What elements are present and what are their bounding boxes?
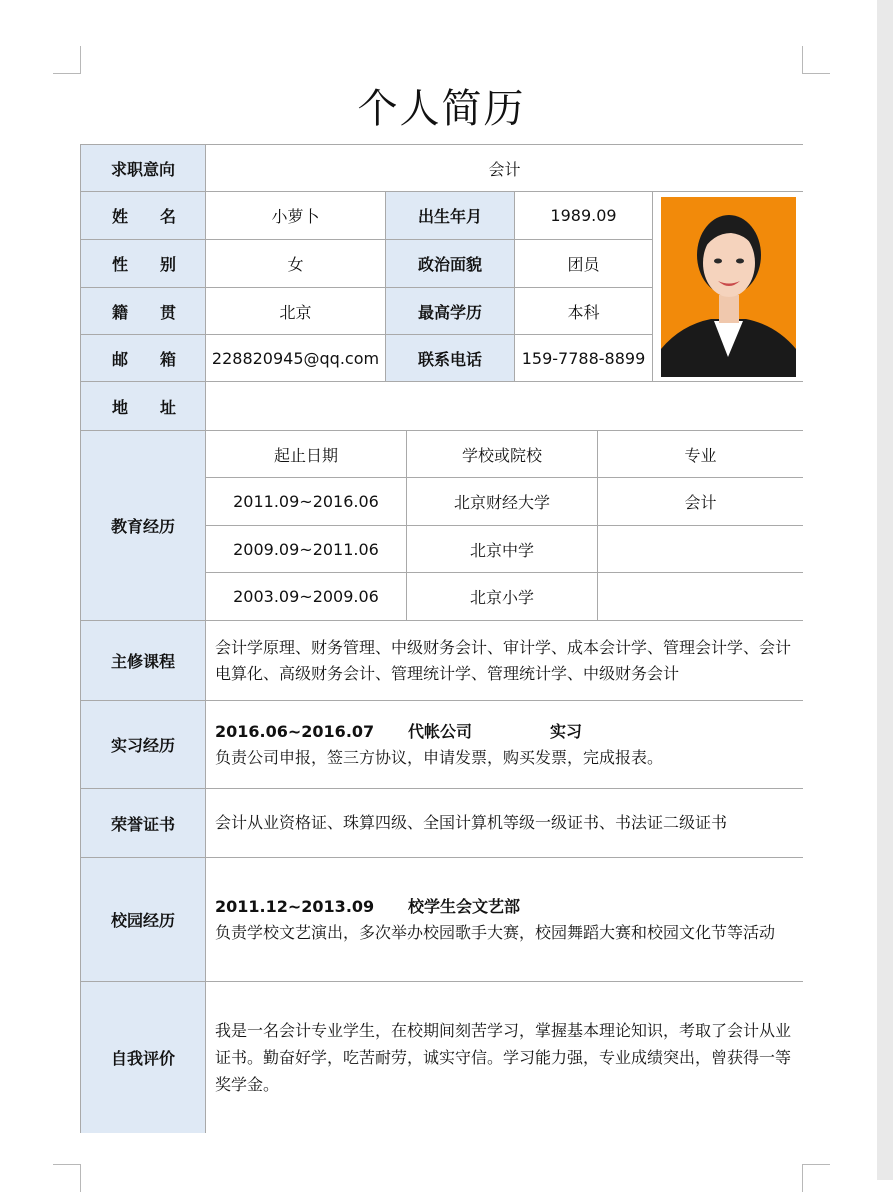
page-edge-shadow <box>877 0 893 1180</box>
crop-mark-top-right <box>802 46 830 74</box>
edu-row-1-school: 北京财经大学 <box>407 478 598 526</box>
self-eval-text: 我是一名会计专业学生，在校期间刻苦学习，掌握基本理论知识，考取了会计从业证书。勤奋好学，吃苦耐劳，诚实守信。学习能力强，专业成绩突出，曾获得一等奖学金。 <box>215 1021 792 1094</box>
internship-label: 实习经历 <box>81 701 206 789</box>
internship-company: 代帐公司 <box>408 721 473 741</box>
politics-value: 团员 <box>515 240 653 288</box>
internship-period: 2016.06~2016.07 <box>215 721 375 741</box>
education-label: 教育经历 <box>81 431 206 621</box>
edu-row-1-date: 2011.09~2016.06 <box>206 478 407 526</box>
honors-label: 荣誉证书 <box>81 789 206 858</box>
honors-text-cell <box>206 789 803 858</box>
edu-row-3-major <box>598 573 803 621</box>
edu-header-date: 起止日期 <box>206 431 407 478</box>
campus-period: 2011.12~2013.09 <box>215 896 375 916</box>
birth-label: 出生年月 <box>386 192 515 240</box>
degree-value: 本科 <box>515 288 653 335</box>
address-value <box>206 382 803 431</box>
name-label: 姓 名 <box>81 192 206 240</box>
crop-mark-top-left <box>53 46 81 74</box>
profile-photo <box>661 197 796 377</box>
campus-org: 校学生会文艺部 <box>408 896 521 916</box>
courses-text-cell <box>206 621 803 701</box>
internship-desc: 负责公司申报，签三方协议，申请发票，购买发票，完成报表。 <box>215 747 664 767</box>
self-eval-cell <box>206 982 803 1133</box>
internship-header <box>215 719 795 745</box>
campus-cell <box>206 858 803 982</box>
edu-header-major: 专业 <box>598 431 803 478</box>
resume-title: 个人简历 <box>357 86 526 132</box>
origin-value: 北京 <box>206 288 386 335</box>
phone-value: 159-7788-8899 <box>515 335 653 382</box>
resume-table <box>80 144 803 1133</box>
self-eval-label: 自我评价 <box>81 982 206 1133</box>
intent-label: 求职意向 <box>81 145 206 192</box>
internship-cell <box>206 701 803 789</box>
edu-row-3-date: 2003.09~2009.06 <box>206 573 407 621</box>
email-value[interactable]: 228820945@qq.com <box>206 335 386 382</box>
gender-label: 性 别 <box>81 240 206 288</box>
degree-label: 最高学历 <box>386 288 515 335</box>
crop-mark-bottom-left <box>53 1164 81 1192</box>
birth-value: 1989.09 <box>515 192 653 240</box>
edu-row-3-school: 北京小学 <box>407 573 598 621</box>
courses-label: 主修课程 <box>81 621 206 701</box>
internship-role: 实习 <box>550 721 583 741</box>
edu-row-2-major <box>598 526 803 573</box>
courses-text: 会计学原理、财务管理、中级财务会计、审计学、成本会计学、管理会计学、会计电算化、高级财务会计、管理统计学、管理统计学、中级财务会计 <box>215 637 792 683</box>
politics-label: 政治面貌 <box>386 240 515 288</box>
name-value: 小萝卜 <box>206 192 386 240</box>
intent-value: 会计 <box>206 145 803 192</box>
phone-label: 联系电话 <box>386 335 515 382</box>
edu-row-1-major: 会计 <box>598 478 803 526</box>
photo-cell <box>653 192 803 382</box>
edu-row-2-school: 北京中学 <box>407 526 598 573</box>
campus-desc: 负责学校文艺演出，多次举办校园歌手大赛，校园舞蹈大赛和校园文化节等活动 <box>215 922 776 942</box>
address-label: 地 址 <box>81 382 206 431</box>
campus-label: 校园经历 <box>81 858 206 982</box>
email-label: 邮 箱 <box>81 335 206 382</box>
origin-label: 籍 贯 <box>81 288 206 335</box>
campus-header <box>215 894 795 920</box>
gender-value: 女 <box>206 240 386 288</box>
honors-text: 会计从业资格证、珠算四级、全国计算机等级一级证书、书法证二级证书 <box>215 813 728 832</box>
crop-mark-bottom-right <box>802 1164 830 1192</box>
edu-header-school: 学校或院校 <box>407 431 598 478</box>
edu-row-2-date: 2009.09~2011.06 <box>206 526 407 573</box>
